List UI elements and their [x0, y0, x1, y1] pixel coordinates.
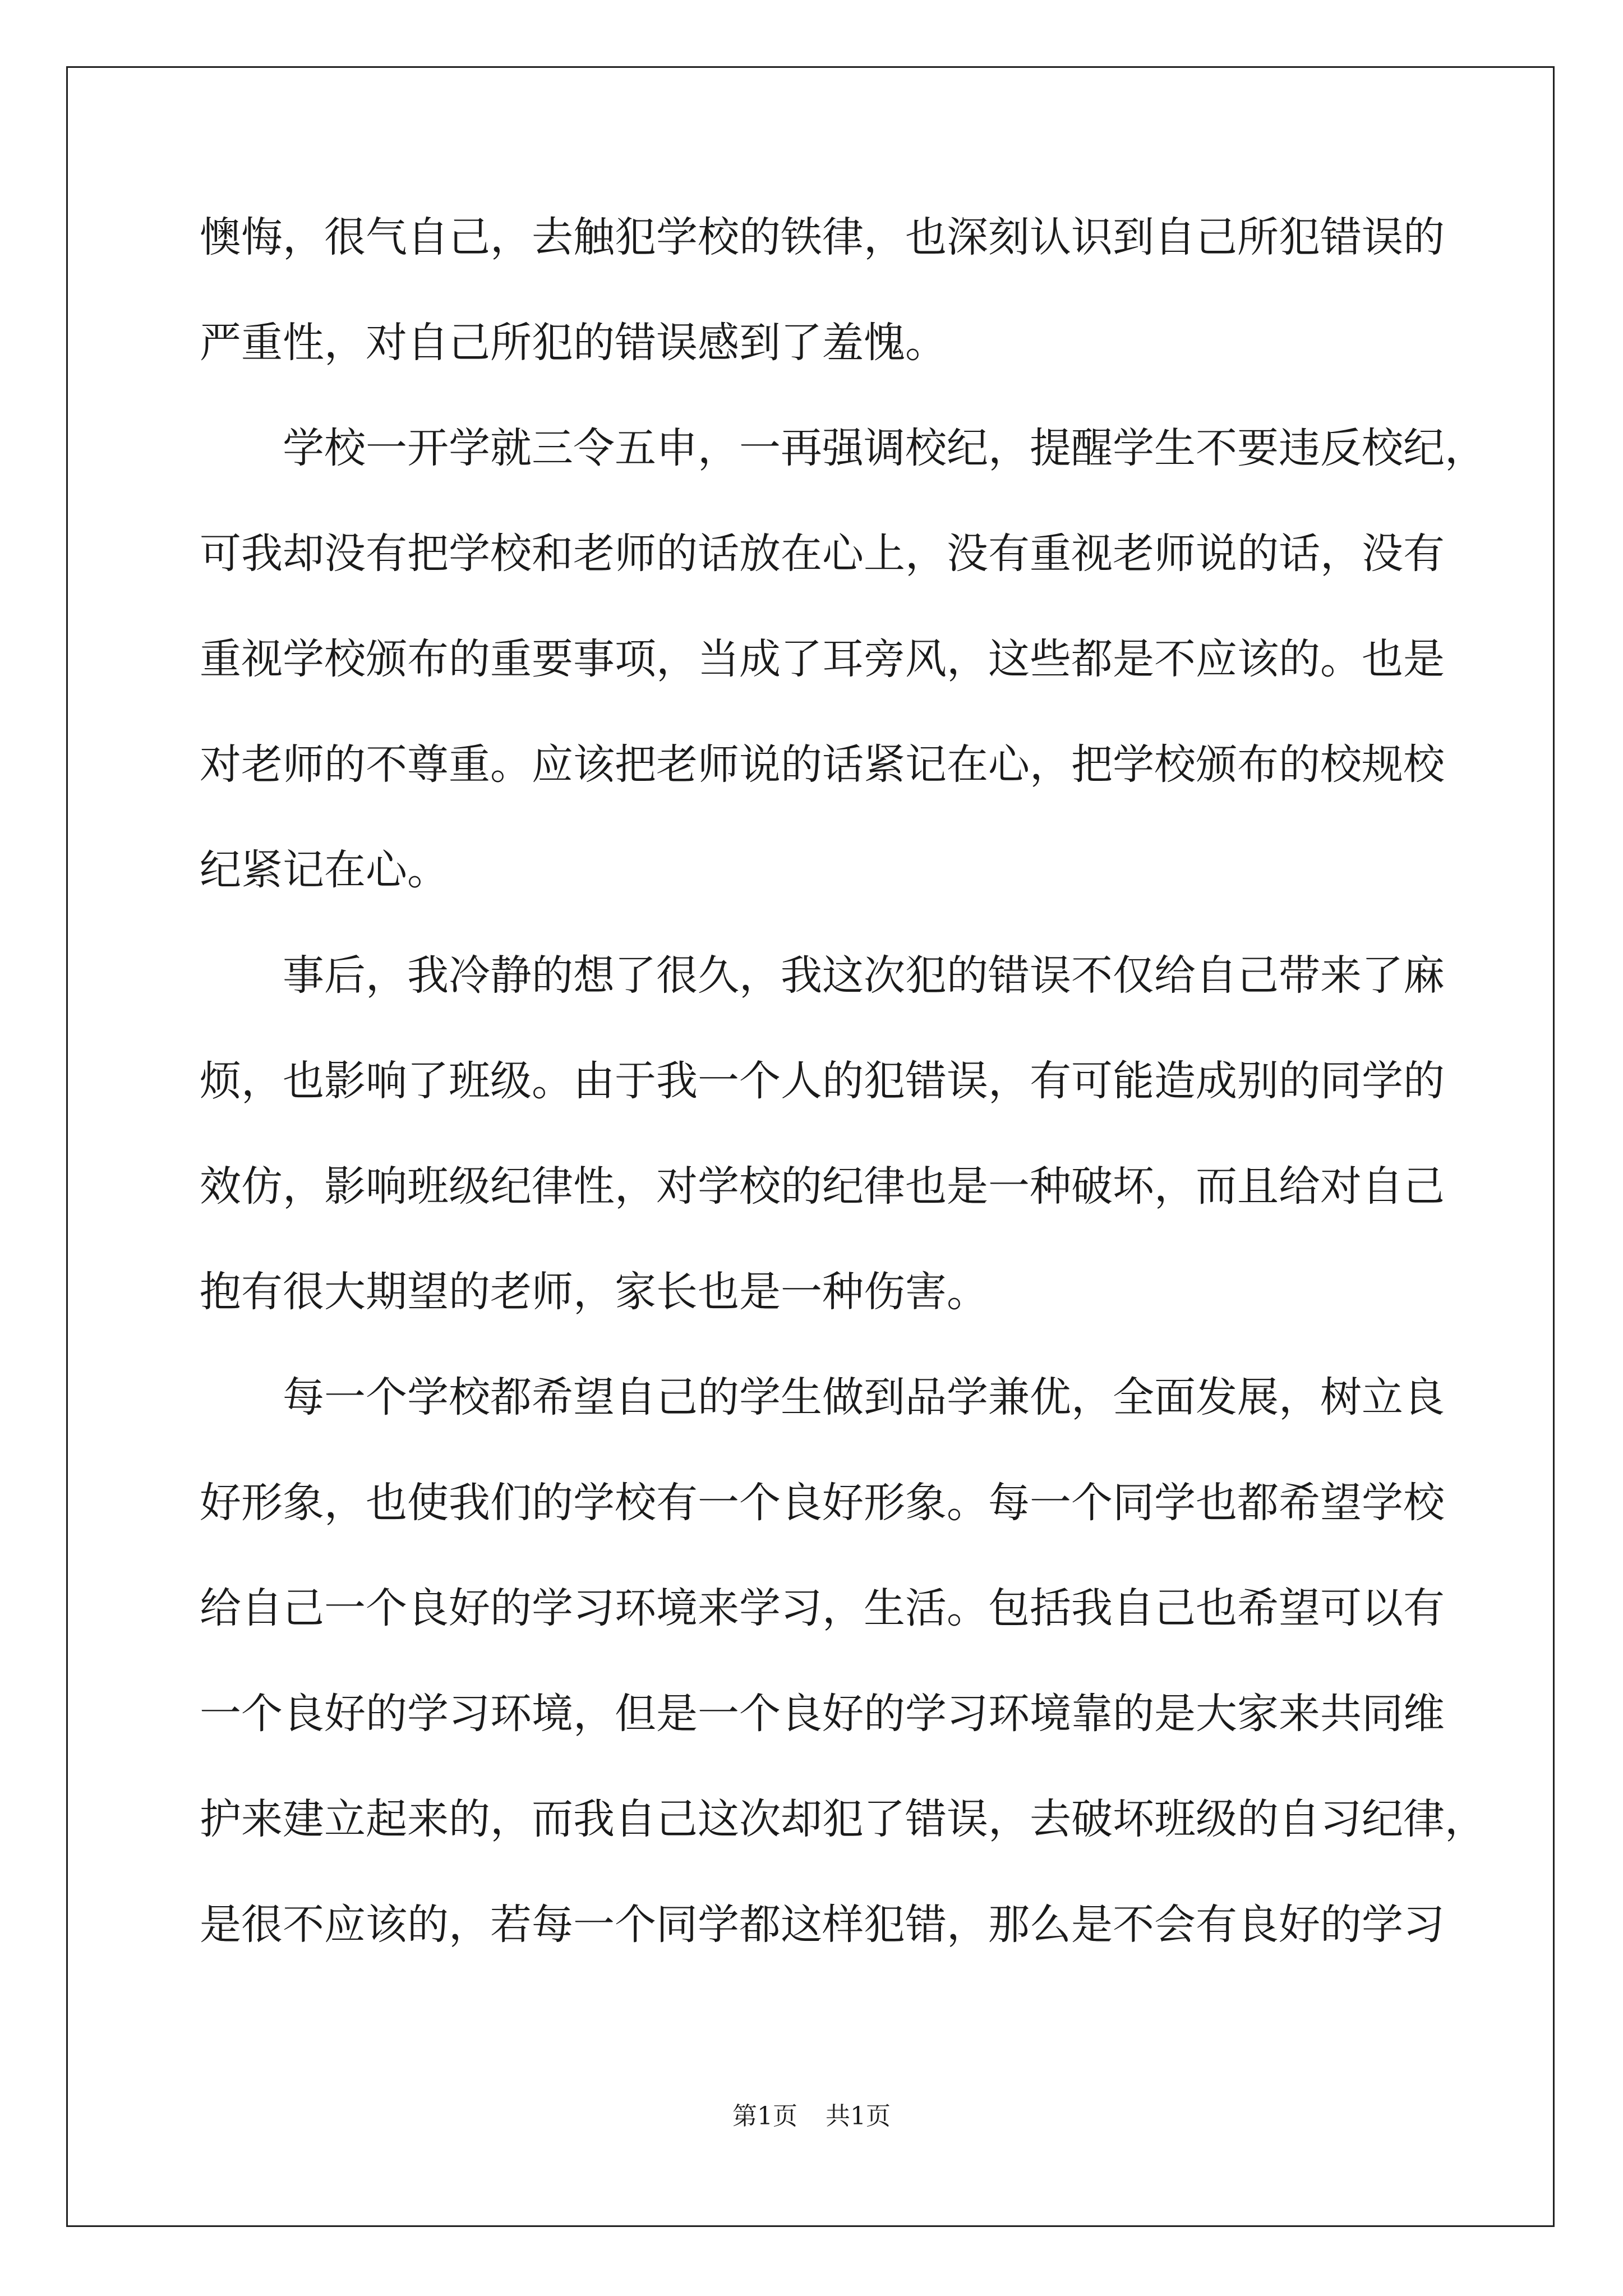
text-line-9: 烦，也影响了班级。由于我一个人的犯错误，有可能造成别的同学的: [200, 1057, 1445, 1105]
text-line-5: 重视学校颁布的重要事项，当成了耳旁风，这些都是不应该的。也是: [200, 635, 1445, 683]
text-line-4: 可我却没有把学校和老师的话放在心上，没有重视老师说的话，没有: [200, 530, 1445, 578]
text-line-11: 抱有很大期望的老师，家长也是一种伤害。: [200, 1268, 988, 1316]
text-line-2: 严重性，对自己所犯的错误感到了羞愧。: [200, 319, 947, 367]
text-line-3: 学校一开学就三令五申，一再强调校纪，提醒学生不要违反校纪，: [283, 424, 1486, 472]
document-body: [200, 213, 1486, 2006]
text-line-8: 事后，我冷静的想了很久，我这次犯的错误不仅给自己带来了麻: [283, 951, 1445, 1000]
page-footer: [0, 2096, 1623, 2132]
text-line-12: 每一个学校都希望自己的学生做到品学兼优，全面发展，树立良: [283, 1373, 1445, 1421]
text-line-7: 纪紧记在心。: [200, 846, 449, 894]
text-line-14: 给自己一个良好的学习环境来学习，生活。包括我自己也希望可以有: [200, 1584, 1445, 1632]
text-line-1: 懊悔，很气自己，去触犯学校的铁律，也深刻认识到自己所犯错误的: [200, 213, 1445, 261]
page-number: 第1页: [732, 2102, 797, 2131]
page-total: 共1页: [826, 2102, 891, 2131]
text-line-13: 好形象，也使我们的学校有一个良好形象。每一个同学也都希望学校: [200, 1479, 1445, 1527]
text-line-15: 一个良好的学习环境，但是一个良好的学习环境靠的是大家来共同维: [200, 1690, 1445, 1738]
text-line-17: 是很不应该的，若每一个同学都这样犯错，那么是不会有良好的学习: [200, 1901, 1445, 1949]
text-line-10: 效仿，影响班级纪律性，对学校的纪律也是一种破坏，而且给对自己: [200, 1162, 1445, 1211]
text-line-6: 对老师的不尊重。应该把老师说的话紧记在心，把学校颁布的校规校: [200, 740, 1445, 789]
text-line-16: 护来建立起来的，而我自己这次却犯了错误，去破坏班级的自习纪律，: [200, 1795, 1486, 1843]
